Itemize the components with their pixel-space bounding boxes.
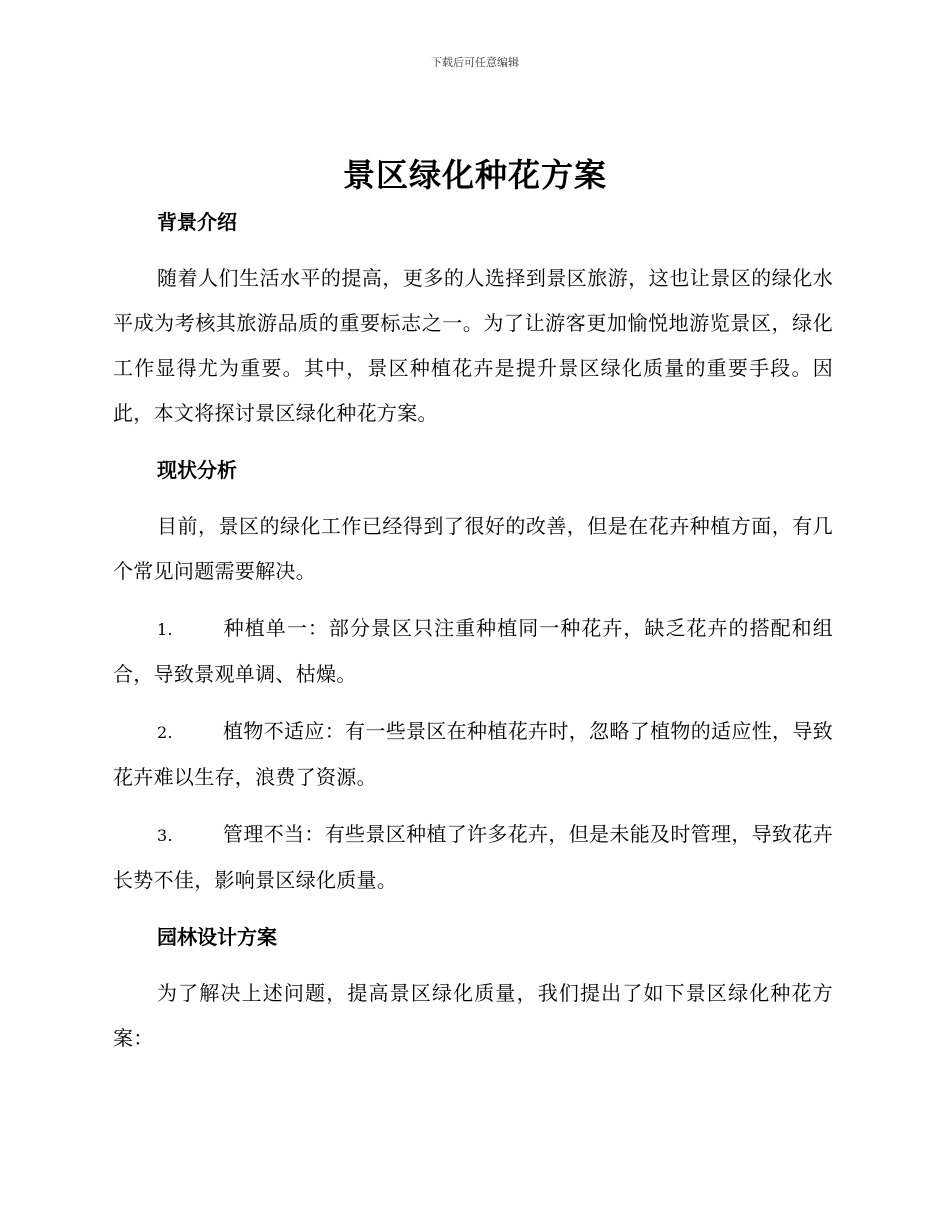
list-item: [113, 812, 833, 903]
list-item: [113, 606, 833, 697]
list-item-number: 1.: [157, 620, 173, 639]
list-item-text: 植物不适应：有一些景区在种植花卉时，忽略了植物的适应性，导致花卉难以生存，浪费了资源。: [113, 719, 833, 789]
list-item-number: 3.: [157, 826, 173, 845]
section-heading-background: 背景介绍: [157, 210, 237, 234]
document-body: [113, 200, 833, 1073]
list-item-text: 管理不当：有些景区种植了许多花卉，但是未能及时管理，导致花卉长势不佳，影响景区绿化质量。: [113, 822, 833, 892]
paragraph-status: 目前，景区的绿化工作已经得到了很好的改善，但是在花卉种植方面，有几个常见问题需要解决。: [113, 514, 833, 583]
paragraph-background: 随着人们生活水平的提高，更多的人选择到景区旅游，这也让景区的绿化水平成为考核其旅游品质的重要标志之一。为了让游客更加愉悦地游览景区，绿化工作显得尤为重要。其中，景区种植花卉是提升景区绿化质量的重要手段。因此，本文将探讨景区绿化种花方案。: [113, 266, 833, 425]
paragraph-design: 为了解决上述问题，提高景区绿化质量，我们提出了如下景区绿化种花方案：: [113, 981, 833, 1050]
section-heading-design: 园林设计方案: [157, 925, 277, 949]
page-header: 下载后可任意编辑: [431, 56, 519, 69]
section-heading-status: 现状分析: [157, 458, 237, 482]
list-item-number: 2.: [157, 723, 173, 742]
list-item-text: 种植单一：部分景区只注重种植同一种花卉，缺乏花卉的搭配和组合，导致景观单调、枯燥。: [113, 616, 833, 686]
list-item: [113, 709, 833, 800]
document-title: 景区绿化种花方案: [342, 156, 607, 194]
